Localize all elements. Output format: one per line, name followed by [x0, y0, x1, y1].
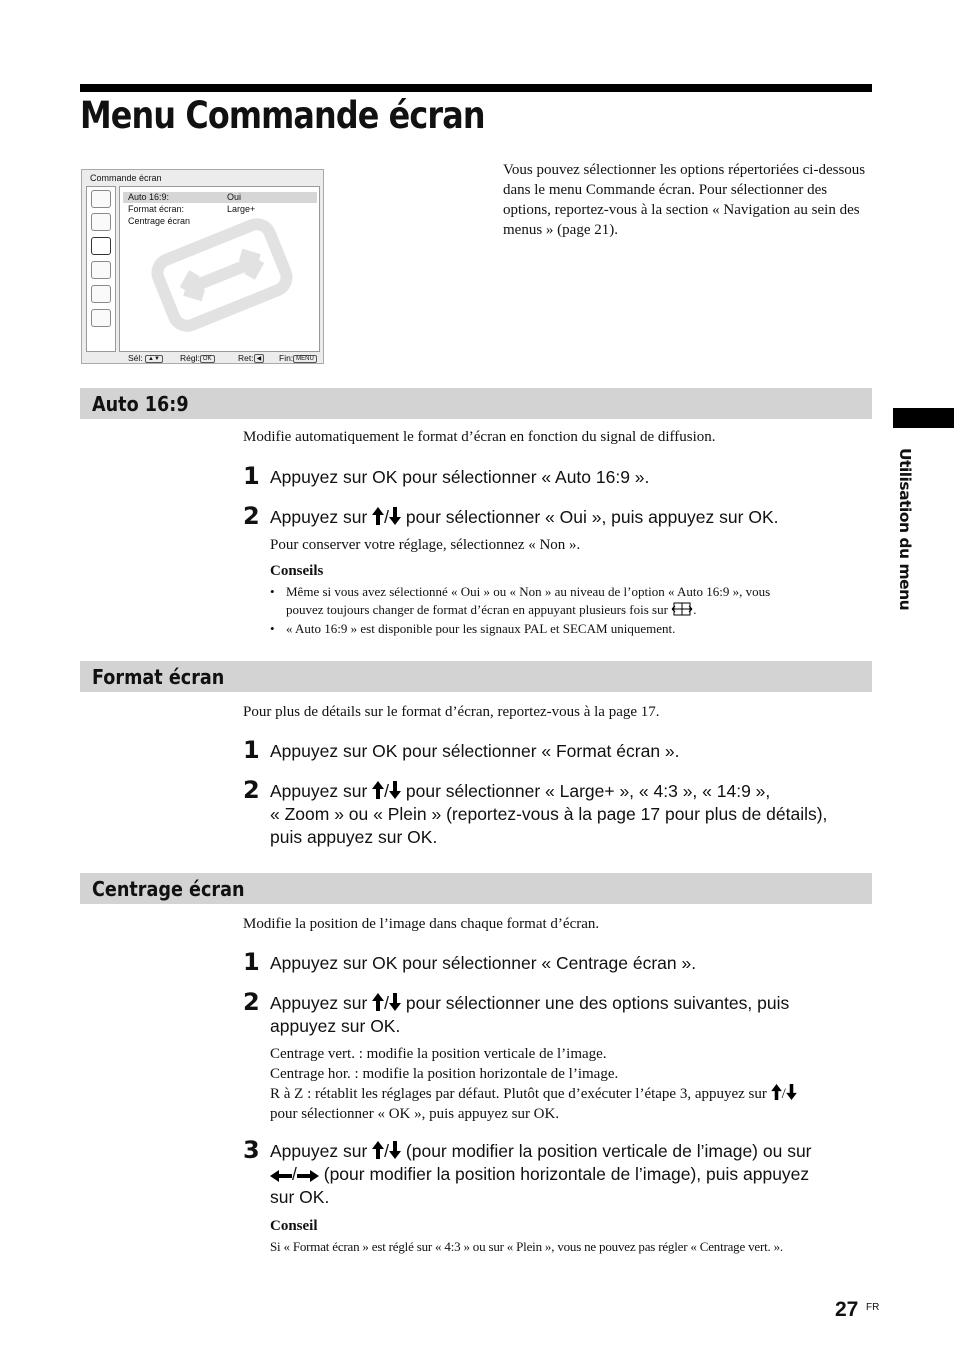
up-arrow-icon [372, 1141, 384, 1159]
section-heading-centrage: Centrage écran [80, 873, 872, 904]
auto169-tip1: • Même si vous avez sélectionné « Oui » ou « Non » au niveau de l’option « Auto 16:9 », vous pouvez toujours changer de format d’écran en appuyant plusieurs fois sur . [270, 584, 771, 617]
step-number: 3 [243, 1136, 260, 1164]
up-arrow-icon [771, 1084, 782, 1100]
step-number: 2 [243, 502, 260, 530]
down-arrow-icon [389, 781, 401, 799]
footer-set: Régl: OK [180, 353, 215, 363]
centrage-step2: Appuyez sur / pour sélectionner une des options suivantes, puis appuyez sur OK. [270, 992, 870, 1038]
step-number: 1 [243, 462, 260, 490]
menu-panel [119, 186, 320, 352]
format-step2: Appuyez sur / pour sélectionner « Large+ », « 4:3 », « 14:9 », « Zoom » ou « Plein » (reportez-vous à la page 17 pour plus de détails), puis appuyez sur OK. [270, 780, 870, 849]
step-number: 2 [243, 988, 260, 1016]
menu-row-centrage [123, 216, 317, 227]
side-tab-label: Utilisation du menu [896, 448, 914, 611]
screen-title: Commande écran [90, 173, 162, 183]
picture-menu-icon [91, 190, 111, 208]
row-label: Centrage écran [128, 216, 191, 226]
row-value: Oui [227, 192, 242, 202]
side-tab-marker [893, 408, 954, 428]
step-line: appuyez sur OK. [270, 1016, 401, 1036]
centrage-option-raz: R à Z : rétablit les réglages par défaut. Plutôt que d’exécuter l’étape 3, appuyez sur / [270, 1084, 797, 1104]
up-arrow-icon [372, 781, 384, 799]
centrage-description: Modifie la position de l’image dans chaque format d’écran. [243, 916, 600, 932]
title-rule [80, 84, 872, 92]
step-line: « Zoom » ou « Plein » (reportez-vous à la page 17 pour plus de détails), [270, 804, 828, 824]
up-arrow-icon [372, 993, 384, 1011]
section-heading-auto169: Auto 16:9 [80, 388, 872, 419]
format-step1: Appuyez sur OK pour sélectionner « Format écran ». [270, 741, 680, 761]
down-arrow-icon [389, 507, 401, 525]
row-label: Auto 16:9: [128, 192, 170, 202]
auto169-note: Pour conserver votre réglage, sélectionnez « Non ». [270, 537, 581, 553]
menu-row-format [123, 204, 317, 215]
auto169-description: Modifie automatiquement le format d’écran en fonction du signal de diffusion. [243, 429, 716, 445]
auto169-tips-title: Conseils [270, 563, 324, 579]
wide-mode-icon [671, 602, 693, 616]
intro-paragraph: Vous pouvez sélectionner les options répertoriées ci-dessous dans le menu Commande écran. Pour sélectionner des options, reportez-vous à la section « Navigation au sein des menus » (page 21). [503, 162, 866, 238]
right-arrow-icon [297, 1170, 319, 1182]
page-language-code: FR [866, 1302, 880, 1313]
down-arrow-icon [786, 1084, 797, 1100]
menu-icon-column [86, 186, 116, 352]
menu-screen-illustration [81, 169, 324, 364]
auto169-step1: Appuyez sur OK pour sélectionner « Auto 16:9 ». [270, 467, 650, 487]
centrage-step1: Appuyez sur OK pour sélectionner « Centrage écran ». [270, 953, 697, 973]
centrage-option-raz-cont: pour sélectionner « OK », puis appuyez sur OK. [270, 1106, 560, 1122]
up-arrow-icon [372, 507, 384, 525]
centrage-option-hor: Centrage hor. : modifie la position horizontale de l’image. [270, 1066, 619, 1082]
auto169-tip2: • « Auto 16:9 » est disponible pour les signaux PAL et SECAM uniquement. [270, 621, 676, 636]
centrage-tip-title: Conseil [270, 1218, 318, 1234]
step-number: 2 [243, 776, 260, 804]
format-description: Pour plus de détails sur le format d’écran, reportez-vous à la page 17. [243, 704, 660, 720]
down-arrow-icon [389, 1141, 401, 1159]
auto169-step2: Appuyez sur / pour sélectionner « Oui », puis appuyez sur OK. [270, 507, 779, 527]
row-value: Large+ [227, 204, 256, 214]
setup-menu-icon [91, 309, 111, 327]
menu-row-auto169 [123, 192, 317, 203]
step-number: 1 [243, 948, 260, 976]
down-arrow-icon [389, 993, 401, 1011]
screen-menu-icon [91, 237, 111, 255]
centrage-option-vert: Centrage vert. : modifie la position verticale de l’image. [270, 1046, 607, 1062]
left-arrow-icon [270, 1170, 292, 1182]
footer-return: Ret: ◀ [238, 353, 264, 363]
page-number: 27 [835, 1298, 859, 1321]
centrage-tip: Si « Format écran » est réglé sur « 4:3 » ou sur « Plein », vous ne pouvez pas régler « Centrage vert. ». [270, 1239, 783, 1254]
footer-select: Sél: ▲▼ [128, 353, 163, 363]
page-title: Menu Commande écran [80, 94, 485, 137]
section-heading-format: Format écran [80, 661, 872, 692]
centrage-step3: Appuyez sur / (pour modifier la position verticale de l’image) ou sur / (pour modifier la position horizontale de l’image), puis appuyez sur OK. [270, 1140, 870, 1209]
step-number: 1 [243, 736, 260, 764]
screen-watermark-icon [142, 215, 302, 335]
step-line: puis appuyez sur OK. [270, 827, 438, 847]
footer-exit: Fin: MENU [279, 353, 317, 363]
features-menu-icon [91, 261, 111, 279]
timer-menu-icon [91, 285, 111, 303]
sound-menu-icon [91, 213, 111, 231]
row-label: Format écran: [128, 204, 185, 214]
step-line: sur OK. [270, 1187, 330, 1207]
